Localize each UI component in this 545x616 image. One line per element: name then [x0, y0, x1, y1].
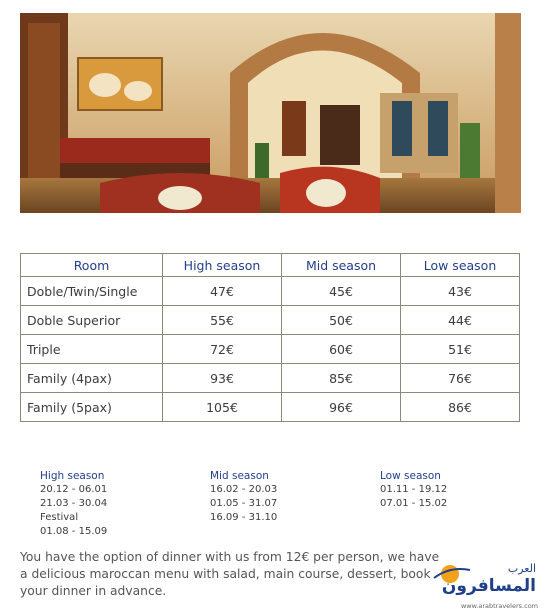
price-high: 105€: [163, 393, 282, 422]
header-room: Room: [21, 254, 163, 277]
table-row: [21, 306, 520, 335]
header-low-season: Low season: [401, 254, 520, 277]
header-high-season: High season: [163, 254, 282, 277]
hotel-lounge-photo: [20, 13, 521, 213]
price-mid: 96€: [282, 393, 401, 422]
table-row: [21, 393, 520, 422]
mid-season-dates: [210, 469, 277, 525]
high-season-date: 01.08 - 15.09: [40, 526, 108, 537]
high-season-date: Festival: [40, 512, 79, 523]
mid-season-date: 16.09 - 31.10: [210, 512, 278, 523]
price-low: 44€: [401, 306, 520, 335]
high-season-date: 20.12 - 06.01: [40, 484, 108, 495]
dinner-info-text: You have the option of dinner with us from 12€ per person, we have a delicious maroccan menu with salad, main course, dessert, book your dinner in advance.: [20, 550, 440, 598]
watermark-line-1: العرب: [507, 562, 536, 575]
high-season-date: 21.03 - 30.04: [40, 498, 108, 509]
price-high: 93€: [163, 364, 282, 393]
price-low: 43€: [401, 277, 520, 306]
room-name: Family (5pax): [21, 393, 163, 422]
mid-season-date: 01.05 - 31.07: [210, 498, 278, 509]
price-mid: 50€: [282, 306, 401, 335]
price-mid: 45€: [282, 277, 401, 306]
watermark-logo: [432, 556, 542, 612]
table-row: [21, 277, 520, 306]
watermark-url: www.arabtravelers.com: [460, 602, 538, 610]
low-season-date: 01.11 - 19.12: [380, 484, 448, 495]
mid-season-title: Mid season: [210, 470, 269, 482]
price-high: 47€: [163, 277, 282, 306]
watermark-line-2: المسافرون: [441, 576, 536, 596]
high-season-dates: [40, 469, 107, 539]
low-season-dates: [380, 469, 447, 511]
header-mid-season: Mid season: [282, 254, 401, 277]
table-header-row: [21, 254, 520, 277]
mid-season-date: 16.02 - 20.03: [210, 484, 278, 495]
room-name: Family (4pax): [21, 364, 163, 393]
price-low: 51€: [401, 335, 520, 364]
price-mid: 85€: [282, 364, 401, 393]
table-row: [21, 335, 520, 364]
table-row: [21, 364, 520, 393]
high-season-title: High season: [40, 470, 105, 482]
room-name: Triple: [21, 335, 163, 364]
room-name: Doble/Twin/Single: [21, 277, 163, 306]
room-name: Doble Superior: [21, 306, 163, 335]
price-high: 72€: [163, 335, 282, 364]
price-low: 86€: [401, 393, 520, 422]
price-low: 76€: [401, 364, 520, 393]
room-rates-table: [20, 253, 520, 422]
price-mid: 60€: [282, 335, 401, 364]
low-season-title: Low season: [380, 470, 441, 482]
low-season-date: 07.01 - 15.02: [380, 498, 448, 509]
price-high: 55€: [163, 306, 282, 335]
